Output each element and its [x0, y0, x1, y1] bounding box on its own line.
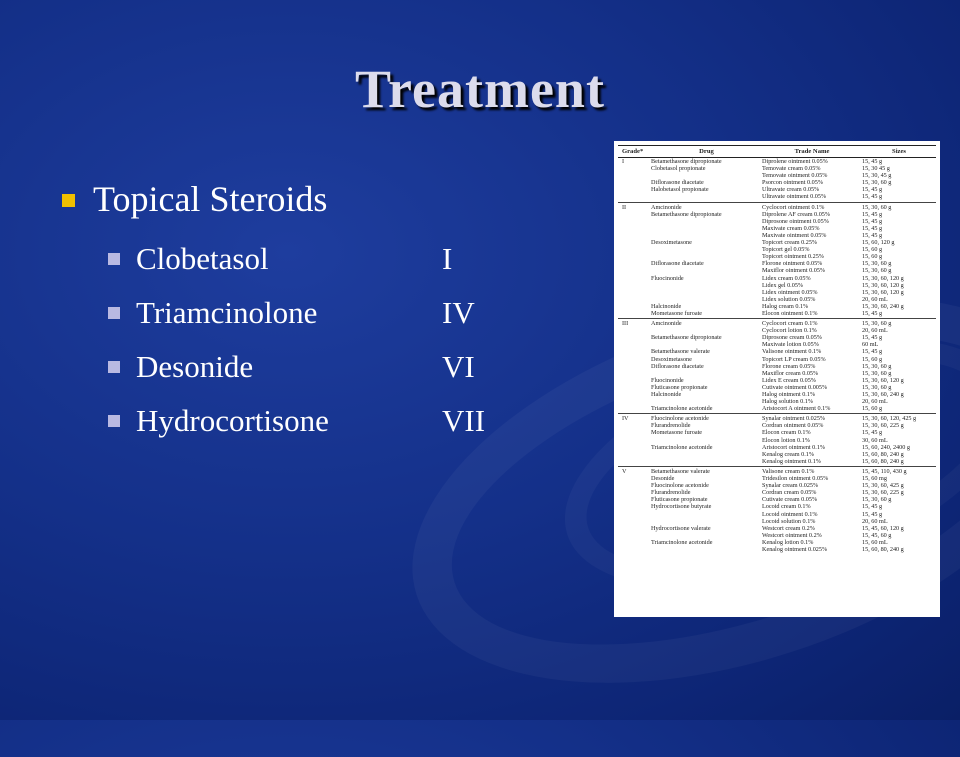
cell-trade-name: Florone cream 0.05%	[762, 362, 816, 370]
cell-grade	[618, 405, 651, 412]
cell-drug: Halcinonide	[651, 391, 682, 398]
table-row	[618, 511, 936, 518]
table-row	[618, 172, 936, 179]
cell-sizes: 15, 30, 60 g	[862, 496, 892, 504]
cell-grade	[618, 275, 651, 282]
table-row	[618, 475, 936, 482]
cell-grade	[618, 186, 651, 193]
cell-grade	[618, 511, 651, 518]
cell-trade-name: Valisone ointment 0.1%	[762, 348, 822, 356]
cell-drug	[651, 225, 762, 232]
cell-sizes: 15, 30, 45 g	[862, 172, 892, 180]
cell-trade-name: Cutivate cream 0.05%	[762, 496, 818, 504]
cell-drug: Betamethasone valerate	[651, 467, 710, 475]
table-row	[618, 158, 936, 165]
table-row	[618, 422, 936, 429]
table-row	[618, 334, 936, 341]
table-row	[618, 518, 936, 525]
cell-trade-name: Topicort gel 0.05%	[762, 246, 810, 254]
cell-sizes: 15, 30, 60 g	[862, 369, 892, 377]
cell-trade-name: Elocon ointment 0.1%	[762, 309, 818, 317]
cell-drug	[651, 518, 762, 525]
cell-trade-name: Cutivate ointment 0.005%	[762, 383, 828, 391]
table-row	[618, 193, 936, 200]
table-row	[618, 363, 936, 370]
cell-trade-name: Locoid cream 0.1%	[762, 503, 811, 511]
cell-grade	[618, 444, 651, 451]
cell-trade-name: Lidex E cream 0.05%	[762, 376, 816, 384]
table-row	[618, 429, 936, 436]
bullet-topical-steroids	[62, 178, 485, 220]
cell-sizes: 15, 60, 80, 240 g	[862, 457, 904, 465]
table-row	[618, 398, 936, 405]
sub-bullet-square-icon	[108, 361, 120, 373]
cell-grade	[618, 341, 651, 348]
bullet-list	[62, 178, 485, 448]
table-row	[618, 391, 936, 398]
sub-bullet-square-icon	[108, 253, 120, 265]
cell-sizes: 15, 45, 60 g	[862, 531, 892, 539]
cell-drug: Diflorasone diacetate	[651, 362, 704, 370]
cell-sizes: 15, 45 g	[862, 334, 883, 342]
cell-grade	[618, 267, 651, 274]
cell-sizes: 15, 45 g	[862, 224, 883, 232]
table-row	[618, 413, 936, 422]
bullet-text: Topical Steroids	[93, 179, 328, 219]
cell-grade	[618, 489, 651, 496]
cell-trade-name: Cyclocort cream 0.1%	[762, 320, 818, 328]
cell-trade-name: Synalar cream 0.025%	[762, 482, 819, 490]
cell-grade	[618, 289, 651, 296]
cell-drug	[651, 451, 762, 458]
cell-drug	[651, 193, 762, 200]
cell-sizes: 15, 30, 60 g	[862, 320, 892, 328]
cell-grade	[618, 370, 651, 377]
table-row	[618, 260, 936, 267]
cell-grade	[618, 363, 651, 370]
cell-grade	[618, 253, 651, 260]
cell-grade	[618, 356, 651, 363]
table-row	[618, 179, 936, 186]
cell-grade	[618, 398, 651, 405]
cell-sizes: 15, 45 g	[862, 429, 883, 437]
cell-grade: IV	[622, 415, 629, 423]
cell-drug: Flurandrenolide	[651, 422, 691, 430]
cell-sizes: 15, 30, 60, 240 g	[862, 391, 904, 398]
cell-trade-name: Cordran ointment 0.05%	[762, 422, 824, 430]
table-row	[618, 466, 936, 475]
cell-sizes: 15, 60, 80, 240 g	[862, 450, 904, 458]
table-row	[618, 348, 936, 355]
cell-trade-name: Lidex cream 0.05%	[762, 274, 811, 282]
table-row	[618, 384, 936, 391]
cell-trade-name: Westcort ointment 0.2%	[762, 531, 822, 539]
cell-sizes: 15, 30, 60 g	[862, 179, 892, 187]
cell-trade-name: Locoid solution 0.1%	[762, 517, 816, 525]
cell-trade-name: Maxivate cream 0.05%	[762, 224, 820, 232]
cell-sizes: 15, 45, 60, 120 g	[862, 524, 904, 532]
cell-sizes: 15, 30, 60 g	[862, 383, 892, 391]
cell-drug: Betamethasone dipropionate	[651, 158, 722, 165]
cell-drug: Fluocinonide	[651, 274, 684, 282]
cell-grade	[618, 296, 651, 303]
cell-sizes: 15, 45 g	[862, 309, 883, 317]
cell-grade	[618, 225, 651, 232]
table-row	[618, 370, 936, 377]
cell-sizes: 15, 30 45 g	[862, 165, 890, 173]
cell-drug	[651, 341, 762, 348]
cell-drug: Clobetasol propionate	[651, 165, 706, 173]
cell-drug	[651, 370, 762, 377]
cell-trade-name: Lidex gel 0.05%	[762, 281, 804, 289]
cell-drug	[651, 296, 762, 303]
cell-sizes: 15, 60 g	[862, 246, 883, 254]
table-row	[618, 458, 936, 465]
cell-trade-name: Lidex solution 0.05%	[762, 295, 816, 303]
table-row	[618, 303, 936, 310]
cell-grade	[618, 282, 651, 289]
cell-sizes: 15, 30, 60, 225 g	[862, 422, 904, 430]
table-row	[618, 282, 936, 289]
cell-drug: Betamethasone dipropionate	[651, 210, 722, 218]
cell-grade	[618, 532, 651, 539]
cell-trade-name: Cyclocort lotion 0.1%	[762, 327, 817, 335]
cell-trade-name: Temovate cream 0.05%	[762, 165, 821, 173]
cell-drug: Mometasone furoate	[651, 429, 703, 437]
cell-drug: Mometasone furoate	[651, 309, 703, 317]
cell-grade	[618, 303, 651, 310]
cell-trade-name: Maxiflor ointment 0.05%	[762, 267, 826, 275]
cell-grade	[618, 327, 651, 334]
cell-grade: V	[622, 467, 627, 475]
cell-grade	[618, 503, 651, 510]
cell-drug	[651, 218, 762, 225]
cell-sizes: 15, 60, 80, 240 g	[862, 545, 904, 553]
cell-sizes: 15, 45 g	[862, 503, 883, 511]
cell-grade	[618, 546, 651, 553]
cell-drug: Amcinonide	[651, 320, 682, 328]
cell-sizes: 60 mL	[862, 341, 879, 349]
table-row	[618, 405, 936, 412]
cell-drug	[651, 546, 762, 553]
cell-drug	[651, 398, 762, 405]
table-row	[618, 296, 936, 303]
cell-drug: Desoximetasone	[651, 239, 692, 247]
cell-drug: Hydrocortisone butyrate	[651, 503, 712, 511]
table-row	[618, 253, 936, 260]
cell-trade-name: Halog cream 0.1%	[762, 302, 809, 310]
cell-sizes: 15, 30, 60 g	[862, 267, 892, 275]
bullet-square-icon	[62, 194, 75, 207]
cell-trade-name: Temovate ointment 0.05%	[762, 172, 828, 180]
cell-sizes: 15, 30, 60 g	[862, 260, 892, 268]
cell-sizes: 15, 30, 60, 120 g	[862, 288, 904, 296]
sub-bullet-list	[108, 232, 485, 448]
cell-sizes: 20, 60 mL	[862, 517, 888, 525]
cell-drug: Amcinonide	[651, 203, 682, 211]
cell-trade-name: Maxiflor cream 0.05%	[762, 369, 819, 377]
cell-trade-name: Maxivate ointment 0.05%	[762, 231, 827, 239]
cell-drug	[651, 172, 762, 179]
cell-trade-name: Kenalog ointment 0.025%	[762, 545, 828, 553]
cell-drug: Triamcinolone acetonide	[651, 405, 713, 413]
cell-sizes: 15, 60, 240, 2400 g	[862, 443, 910, 451]
table-row	[618, 275, 936, 282]
cell-sizes: 15, 45 g	[862, 193, 883, 201]
cell-sizes: 15, 60 mL	[862, 538, 888, 546]
cell-sizes: 15, 30, 60, 120 g	[862, 376, 904, 384]
cell-sizes: 20, 60 mL	[862, 327, 888, 335]
cell-drug: Flurandrenolide	[651, 489, 691, 497]
cell-trade-name: Locoid ointment 0.1%	[762, 510, 818, 518]
cell-drug: Hydrocortisone valerate	[651, 524, 711, 532]
cell-grade	[618, 429, 651, 436]
cell-trade-name: Aristocort A ointment 0.1%	[762, 405, 831, 413]
table-row	[618, 310, 936, 317]
cell-drug	[651, 246, 762, 253]
sub-bullet-square-icon	[108, 415, 120, 427]
cell-trade-name: Elocon cream 0.1%	[762, 429, 811, 437]
cell-sizes: 20, 60 mL	[862, 295, 888, 303]
cell-sizes: 15, 30, 60, 240 g	[862, 302, 904, 310]
cell-sizes: 15, 45, 110, 430 g	[862, 467, 907, 475]
cell-grade	[618, 211, 651, 218]
cell-trade-name: Psorcon ointment 0.05%	[762, 179, 824, 187]
cell-drug: Betamethasone dipropionate	[651, 334, 722, 342]
cell-grade: III	[622, 320, 629, 328]
cell-grade	[618, 334, 651, 341]
cell-sizes: 20, 60 mL	[862, 398, 888, 406]
cell-grade: II	[622, 203, 627, 211]
cell-sizes: 15, 45 g	[862, 186, 883, 194]
cell-trade-name: Topicort cream 0.25%	[762, 239, 818, 247]
cell-trade-name: Cyclocort ointment 0.1%	[762, 203, 825, 211]
cell-drug	[651, 267, 762, 274]
cell-sizes: 15, 45 g	[862, 348, 883, 356]
table-row	[618, 318, 936, 327]
cell-sizes: 15, 30, 60, 120 g	[862, 281, 904, 289]
cell-trade-name: Ultravate ointment 0.05%	[762, 193, 827, 201]
cell-grade	[618, 496, 651, 503]
cell-drug: Diflorasone diacetate	[651, 179, 704, 187]
cell-drug: Fluticasone propionate	[651, 383, 708, 391]
table-row	[618, 225, 936, 232]
header-grade: Grade*	[622, 148, 644, 155]
sub-bullet-item	[108, 394, 485, 448]
table-row	[618, 482, 936, 489]
cell-sizes: 15, 30, 60, 120 g	[862, 274, 904, 282]
table-row	[618, 341, 936, 348]
cell-grade	[618, 525, 651, 532]
cell-trade-name: Ultravate cream 0.05%	[762, 186, 820, 194]
cell-trade-name: Westcort cream 0.2%	[762, 524, 815, 532]
drug-name: Clobetasol	[136, 241, 269, 276]
cell-grade	[618, 458, 651, 465]
cell-drug: Fluocinonide	[651, 376, 684, 384]
cell-trade-name: Cordran cream 0.05%	[762, 489, 817, 497]
table-row	[618, 546, 936, 553]
cell-trade-name: Diprolene ointment 0.05%	[762, 158, 828, 165]
table-row	[618, 451, 936, 458]
cell-grade	[618, 384, 651, 391]
cell-grade	[618, 348, 651, 355]
cell-drug: Betamethasone valerate	[651, 348, 710, 356]
table-row	[618, 525, 936, 532]
drug-name: Desonide	[136, 349, 254, 384]
cell-sizes: 15, 45 g	[862, 510, 883, 518]
cell-trade-name: Halog ointment 0.1%	[762, 391, 816, 398]
table-row	[618, 289, 936, 296]
cell-grade	[618, 218, 651, 225]
table-row	[618, 186, 936, 193]
drug-name: Hydrocortisone	[136, 403, 329, 438]
table-row	[618, 232, 936, 239]
cell-trade-name: Kenalog lotion 0.1%	[762, 538, 814, 546]
cell-sizes: 15, 45 g	[862, 158, 883, 165]
cell-drug: Fluticasone propionate	[651, 496, 708, 504]
cell-grade	[618, 239, 651, 246]
cell-drug: Halcinonide	[651, 302, 682, 310]
cell-grade	[618, 260, 651, 267]
cell-sizes: 15, 30, 60, 425 g	[862, 482, 904, 490]
table-row	[618, 437, 936, 444]
table-row	[618, 539, 936, 546]
table-row	[618, 532, 936, 539]
cell-drug	[651, 289, 762, 296]
cell-grade	[618, 179, 651, 186]
cell-trade-name: Halog solution 0.1%	[762, 398, 814, 406]
table-row	[618, 267, 936, 274]
cell-sizes: 15, 45 g	[862, 231, 883, 239]
cell-trade-name: Maxivate lotion 0.05%	[762, 341, 819, 349]
cell-grade	[618, 437, 651, 444]
cell-drug	[651, 437, 762, 444]
cell-trade-name: Kenalog ointment 0.1%	[762, 457, 821, 465]
cell-sizes: 15, 60 g	[862, 253, 883, 261]
cell-trade-name: Elocon lotion 0.1%	[762, 436, 810, 444]
cell-drug	[651, 532, 762, 539]
cell-sizes: 15, 60 g	[862, 405, 883, 413]
sub-bullet-item	[108, 340, 485, 394]
cell-trade-name: Topicort ointment 0.25%	[762, 253, 824, 261]
table-row	[618, 327, 936, 334]
cell-sizes: 15, 45 g	[862, 210, 883, 218]
table-row	[618, 496, 936, 503]
cell-trade-name: Diprolene AF cream 0.05%	[762, 210, 831, 218]
drug-name: Triamcinolone	[136, 295, 318, 330]
cell-trade-name: Tridesilon ointment 0.05%	[762, 475, 829, 483]
cell-sizes: 15, 30, 60 g	[862, 203, 892, 211]
header-drug: Drug	[699, 148, 714, 155]
table-row	[618, 246, 936, 253]
cell-trade-name: Kenalog cream 0.1%	[762, 450, 815, 458]
table-row	[618, 218, 936, 225]
cell-trade-name: Diprosone ointment 0.05%	[762, 217, 829, 225]
cell-grade	[618, 518, 651, 525]
cell-trade-name: Aristocort ointment 0.1%	[762, 443, 826, 451]
cell-sizes: 15, 30, 60, 120, 425 g	[862, 415, 917, 423]
cell-grade	[618, 377, 651, 384]
sub-bullet-item	[108, 286, 485, 340]
cell-trade-name: Topicort LP cream 0.05%	[762, 355, 826, 363]
table-row	[618, 444, 936, 451]
cell-grade	[618, 539, 651, 546]
cell-sizes: 15, 30, 60, 225 g	[862, 489, 904, 497]
cell-trade-name: Valisone cream 0.1%	[762, 467, 815, 475]
table-header	[618, 145, 936, 158]
cell-drug: Triamcinolone acetonide	[651, 443, 713, 451]
cell-drug: Desoximetasone	[651, 355, 692, 363]
steroid-potency-table	[614, 141, 940, 617]
cell-grade	[618, 310, 651, 317]
cell-sizes: 15, 30, 60 g	[862, 362, 892, 370]
table-row	[618, 239, 936, 246]
cell-grade	[618, 391, 651, 398]
cell-sizes: 15, 60 mg	[862, 475, 887, 483]
header-sizes: Sizes	[892, 148, 906, 155]
sub-bullet-square-icon	[108, 307, 120, 319]
cell-drug: Fluocinolone acetonide	[651, 482, 709, 490]
table-row	[618, 165, 936, 172]
cell-drug: Triamcinolone acetonide	[651, 538, 713, 546]
cell-grade	[618, 232, 651, 239]
table-row	[618, 356, 936, 363]
table-row	[618, 503, 936, 510]
cell-grade	[618, 422, 651, 429]
cell-grade	[618, 482, 651, 489]
sub-bullet-item	[108, 232, 485, 286]
cell-drug: Halobetasol propionate	[651, 186, 709, 194]
table-row	[618, 202, 936, 211]
cell-grade: I	[622, 158, 625, 165]
cell-grade	[618, 165, 651, 172]
cell-grade	[618, 451, 651, 458]
cell-trade-name: Florone ointment 0.05%	[762, 260, 823, 268]
cell-grade	[618, 172, 651, 179]
cell-grade	[618, 193, 651, 200]
cell-drug	[651, 253, 762, 260]
table-row	[618, 211, 936, 218]
cell-trade-name: Lidex ointment 0.05%	[762, 288, 818, 296]
drug-grade: VI	[442, 349, 475, 384]
cell-grade	[618, 475, 651, 482]
cell-drug	[651, 232, 762, 239]
cell-drug: Diflorasone diacetate	[651, 260, 704, 268]
cell-sizes: 30, 60 mL	[862, 436, 888, 444]
table-row	[618, 489, 936, 496]
cell-drug	[651, 511, 762, 518]
cell-drug	[651, 327, 762, 334]
cell-trade-name: Synalar ointment 0.025%	[762, 415, 826, 423]
cell-sizes: 15, 45 g	[862, 217, 883, 225]
cell-drug: Desonide	[651, 475, 675, 483]
cell-sizes: 15, 60 g	[862, 355, 883, 363]
drug-grade: VII	[442, 403, 486, 438]
header-trade-name: Trade Name	[794, 148, 830, 155]
cell-drug	[651, 458, 762, 465]
cell-grade	[618, 246, 651, 253]
drug-grade: I	[442, 241, 453, 276]
slide-title: Treatment	[355, 59, 605, 119]
drug-grade: IV	[442, 295, 475, 330]
cell-trade-name: Diprosone cream 0.05%	[762, 334, 822, 342]
table-body	[618, 158, 936, 553]
cell-sizes: 15, 60, 120 g	[862, 239, 895, 247]
table-row	[618, 377, 936, 384]
cell-drug: Fluocinolone acetonide	[651, 415, 709, 423]
cell-drug	[651, 282, 762, 289]
